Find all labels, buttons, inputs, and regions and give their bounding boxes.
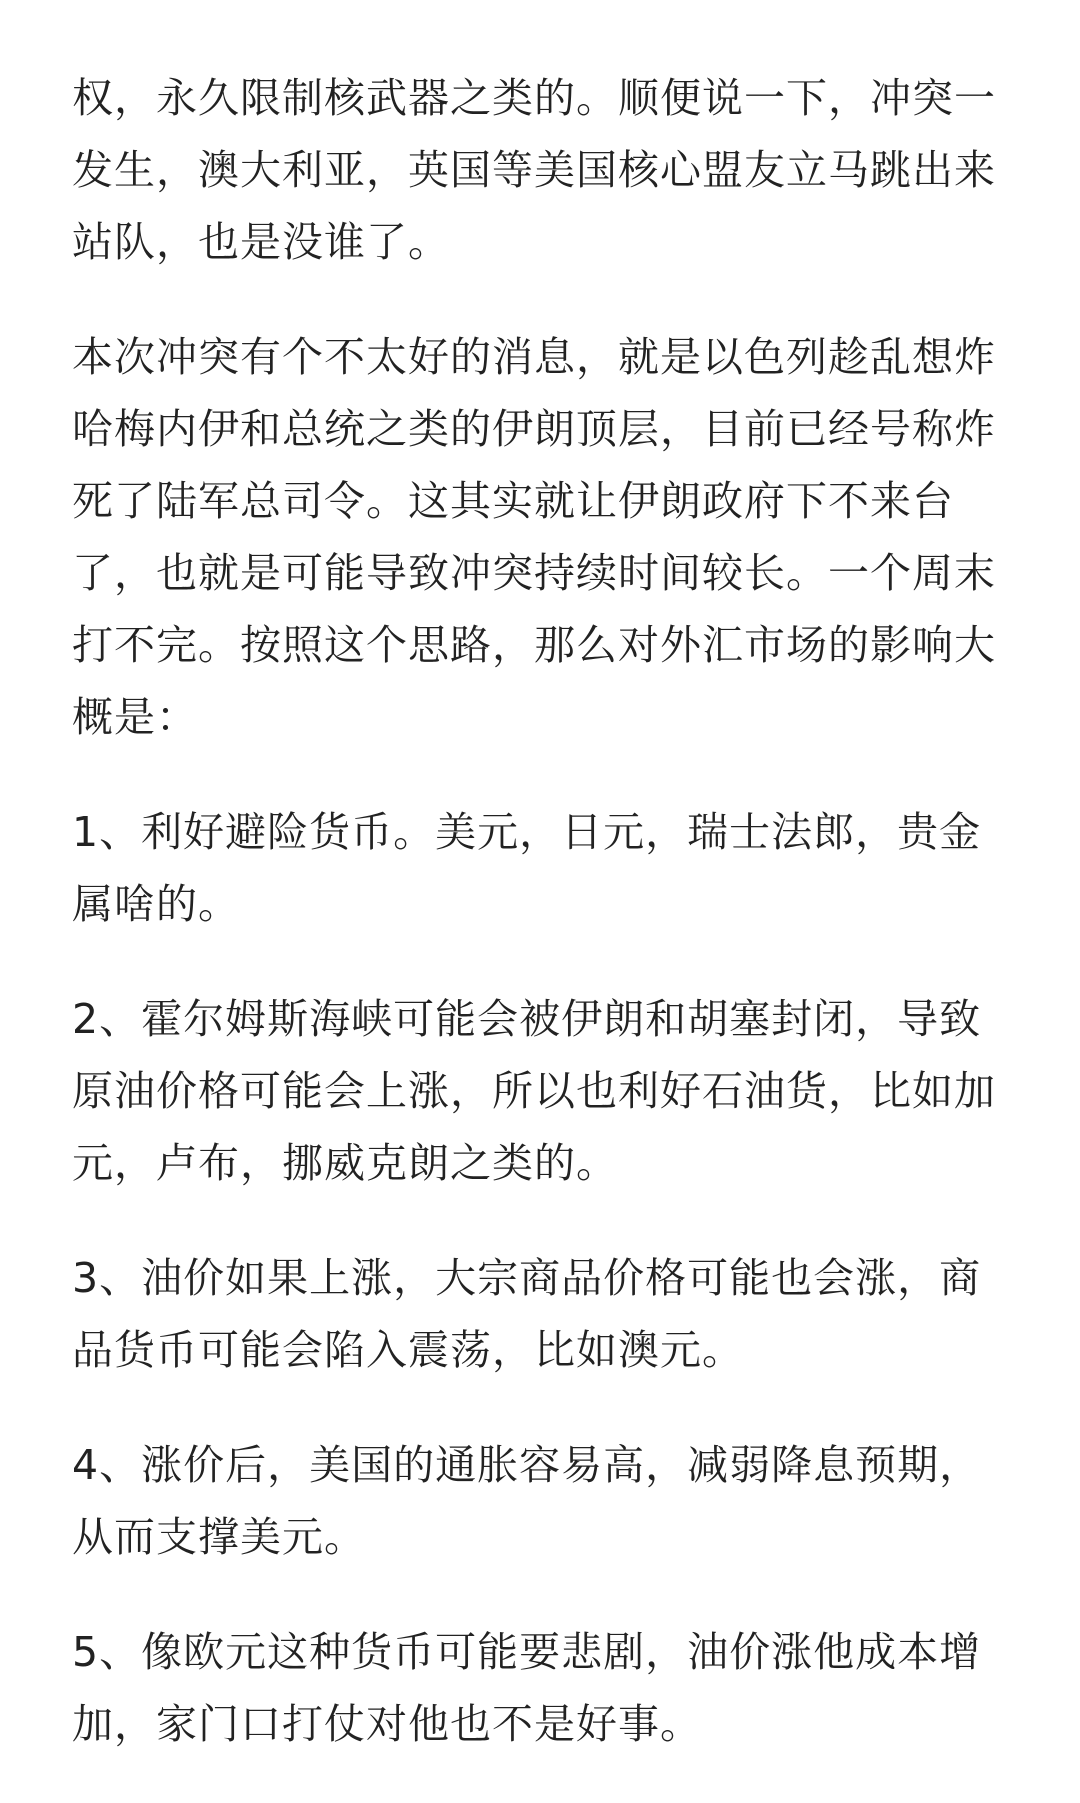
paragraph-intro-continuation: 权，永久限制核武器之类的。顺便说一下，冲突一发生，澳大利亚，英国等美国核心盟友立马跳出来站队，也是没谁了。 [72,74,996,266]
list-item-commodity-currencies: 3、油价如果上涨，大宗商品价格可能也会涨，商品货币可能会陷入震荡，比如澳元。 [72,1254,982,1374]
paragraph-conflict-analysis: 本次冲突有个不太好的消息，就是以色列趁乱想炸哈梅内伊和总统之类的伊朗顶层，目前已经号称炸死了陆军总司令。这其实就让伊朗政府下不来台了，也就是可能导致冲突持续时间较长。一个周末打不完。按照这个思路，那么对外汇市场的影响大概是： [72,333,996,741]
list-item-oil-currencies: 2、霍尔姆斯海峡可能会被伊朗和胡塞封闭，导致原油价格可能会上涨，所以也利好石油货，比如加元，卢布，挪威克朗之类的。 [72,995,996,1187]
list-item-safe-haven: 1、利好避险货币。美元，日元，瑞士法郎，贵金属啥的。 [72,808,982,928]
list-item-us-inflation: 4、涨价后，美国的通胀容易高，减弱降息预期，从而支撑美元。 [72,1441,982,1561]
article-body [72,62,1012,1803]
list-item-euro: 5、像欧元这种货币可能要悲剧，油价涨他成本增加，家门口打仗对他也不是好事。 [72,1628,982,1748]
